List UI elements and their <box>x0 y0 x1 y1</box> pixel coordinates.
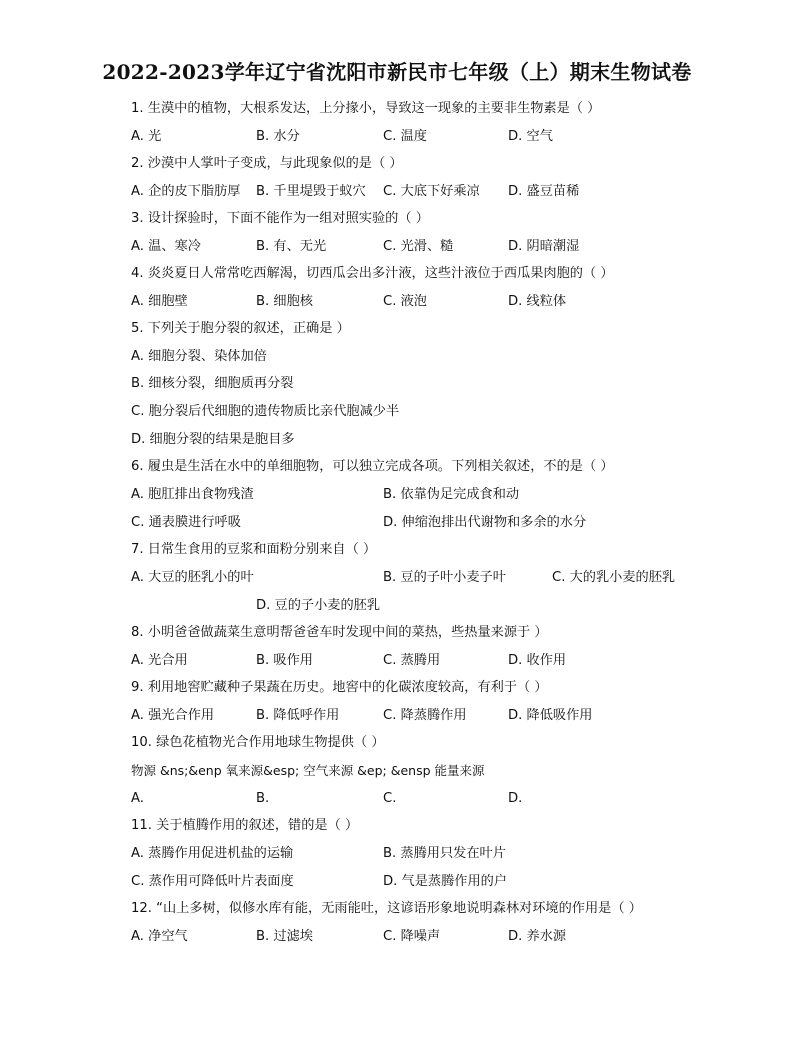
question-5-option-a: A. 细胞分裂、染体加倍 <box>131 349 267 364</box>
page-title: 2022-2023学年辽宁省沈阳市新民市七年级（上）期末生物试卷 <box>102 60 692 84</box>
question-8-option-b: B. 吸作用 <box>256 653 313 668</box>
question-1-option-a: A. 光 <box>131 129 162 144</box>
question-4-option-b: B. 细胞核 <box>256 294 313 309</box>
question-12-stem: 12. “山上多树，似修水库有能，无雨能吐，这谚语形象地说明森林对环境的作用是（ ） <box>131 901 642 916</box>
question-9-option-d: D. 降低吸作用 <box>508 708 593 723</box>
question-11-option-d: D. 气是蒸腾作用的户 <box>383 874 508 889</box>
question-1-option-c: C. 温度 <box>383 129 427 144</box>
question-10-option-a: A. <box>131 791 144 806</box>
question-6-stem: 6. 履虫是生活在水中的单细胞物，可以独立完成各项。下列相关叙述，不的是（ ） <box>131 459 614 474</box>
question-10-option-c: C. <box>383 791 397 806</box>
question-9-option-a: A. 强光合作用 <box>131 708 215 723</box>
question-11-option-b: B. 蒸腾用只发在叶片 <box>383 846 506 861</box>
question-8-option-c: C. 蒸腾用 <box>383 653 441 668</box>
question-12-option-a: A. 净空气 <box>131 929 188 944</box>
question-7-option-b: B. 豆的子叶小麦子叶 <box>383 570 506 585</box>
question-2-stem: 2. 沙漠中人掌叶子变成，与此现象似的是（ ） <box>131 156 403 171</box>
question-5-option-c: C. 胞分裂后代细胞的遗传物质比亲代胞减少半 <box>131 404 400 419</box>
question-1-stem: 1. 生漠中的植物，大根系发达，上分掾小，导致这一现象的主要非生物素是（ ） <box>131 101 601 116</box>
question-6-option-c: C. 通表膜进行呼吸 <box>131 515 241 530</box>
question-7-option-d: D. 豆的子小麦的胚乳 <box>256 598 381 613</box>
question-8-option-d: D. 收作用 <box>508 653 567 668</box>
question-3-option-a: A. 温、寒冷 <box>131 239 201 254</box>
question-8-option-a: A. 光合用 <box>131 653 188 668</box>
question-5-option-d: D. 细胞分裂的结果是胞目多 <box>131 432 295 447</box>
question-7-option-a: A. 大豆的胚乳小的叶 <box>131 570 254 585</box>
question-9-option-c: C. 降蒸腾作用 <box>383 708 467 723</box>
question-8-stem: 8. 小明爸爸做蔬菜生意明帮爸爸车时发现中间的菜热，些热量来源于 ） <box>131 625 548 640</box>
question-10-stem: 10. 绿色花植物光合作用地球生物提供（ ） <box>131 735 385 750</box>
question-6-option-d: D. 伸缩泡排出代谢物和多余的水分 <box>383 515 587 530</box>
question-3-option-c: C. 光滑、糙 <box>383 239 454 254</box>
question-12-option-b: B. 过滤埃 <box>256 929 313 944</box>
question-4-stem: 4. 炎炎夏日人常常吃西解渴，切西瓜会出多汁液，这些汁液位于西瓜果肉胞的（ ） <box>131 266 614 281</box>
question-6-option-b: B. 依靠伪足完成食和动 <box>383 487 520 502</box>
question-7-stem: 7. 日常生食用的豆浆和面粉分别来自（ ） <box>131 542 377 557</box>
question-2-option-a: A. 企的皮下脂肪厚 <box>131 184 241 199</box>
question-11-stem: 11. 关于植腾作用的叙述，错的是（ ） <box>131 818 359 833</box>
question-11-option-c: C. 蒸作用可降低叶片表面度 <box>131 874 294 889</box>
question-2-option-c: C. 大底下好乘凉 <box>383 184 480 199</box>
question-2-option-b: B. 千里堤毁于蚁穴 <box>256 184 366 199</box>
question-3-option-b: B. 有、无光 <box>256 239 327 254</box>
question-1-option-d: D. 空气 <box>508 129 553 144</box>
question-4-option-a: A. 细胞壁 <box>131 294 188 309</box>
question-3-option-d: D. 阴暗潮湿 <box>508 239 580 254</box>
question-4-option-c: C. 液泡 <box>383 294 427 309</box>
question-3-stem: 3. 设计探验时，下面不能作为一组对照实验的（ ） <box>131 211 429 226</box>
question-9-stem: 9. 利用地窖贮藏种子果蔬在历史。地窖中的化碳浓度较高，有利于（ ） <box>131 680 548 695</box>
question-4-option-d: D. 线粒体 <box>508 294 567 309</box>
question-5-stem: 5. 下列关于胞分裂的叙述，正确是 ） <box>131 321 350 336</box>
question-6-option-a: A. 胞肛排出食物残渣 <box>131 487 254 502</box>
question-7-option-c: C. 大的乳小麦的胚乳 <box>552 570 676 585</box>
question-10-option-d: D. <box>508 791 523 806</box>
question-9-option-b: B. 降低呼作用 <box>256 708 340 723</box>
question-1-option-b: B. 水分 <box>256 129 300 144</box>
question-10-note: 物源 &ns;&enp 氧来源&esp; 空气来源 &ep; &ensp 能量来源 <box>131 763 485 778</box>
question-10-option-b: B. <box>256 791 270 806</box>
question-12-option-d: D. 养水源 <box>508 929 567 944</box>
question-12-option-c: C. 降噪声 <box>383 929 441 944</box>
question-2-option-d: D. 盛豆苗稀 <box>508 184 580 199</box>
question-5-option-b: B. 细核分裂，细胞质再分裂 <box>131 376 294 391</box>
question-11-option-a: A. 蒸腾作用促进机盐的运输 <box>131 846 294 861</box>
